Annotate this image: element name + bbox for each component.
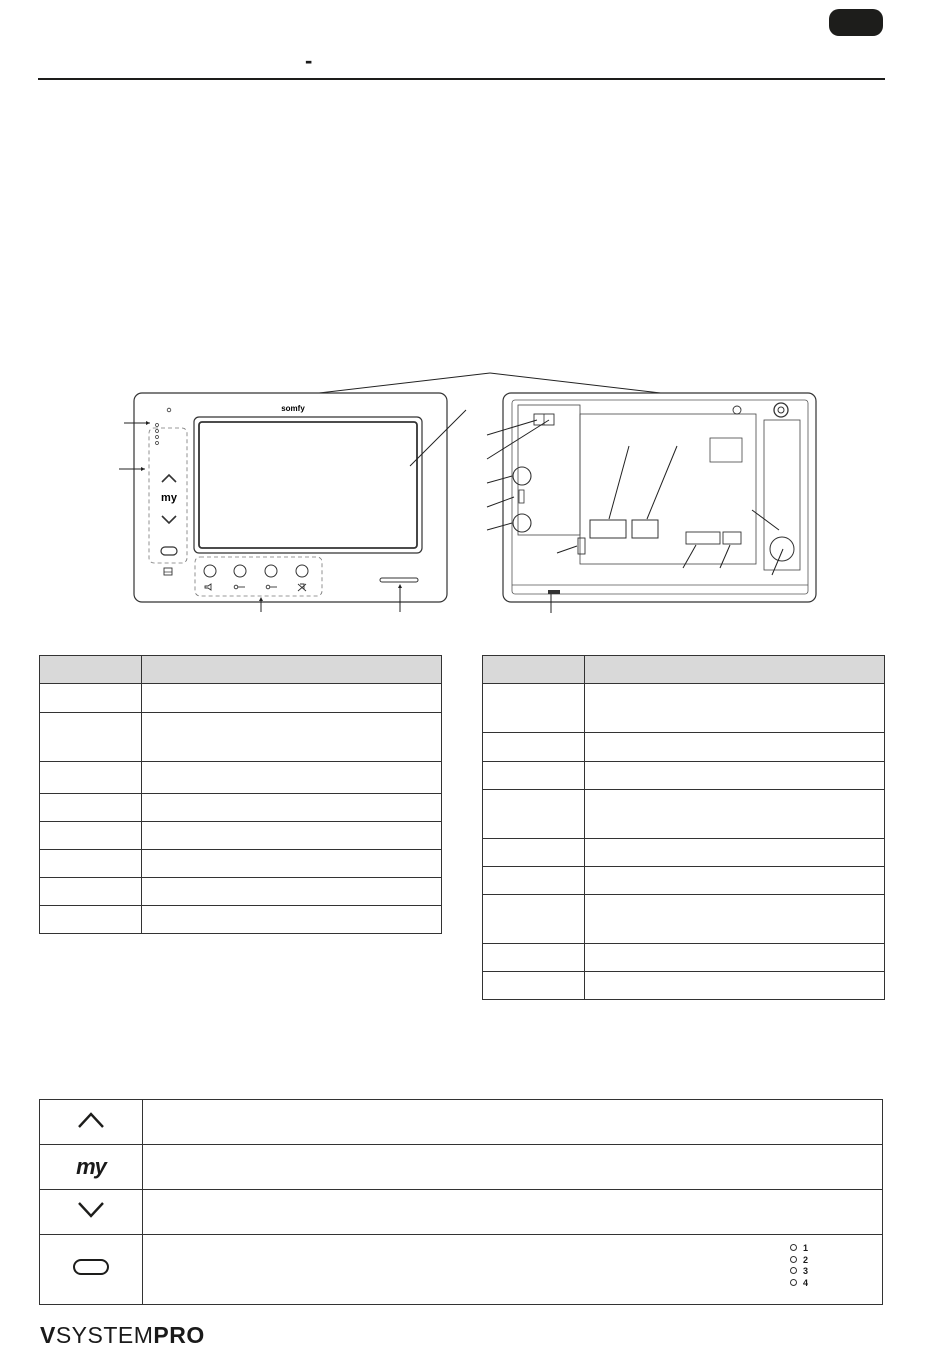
table-row <box>40 878 442 906</box>
table-row <box>40 1190 883 1235</box>
screen <box>199 422 417 548</box>
table-row <box>483 762 885 790</box>
table-row <box>483 733 885 762</box>
header-cell <box>40 656 142 684</box>
table-row <box>40 684 442 713</box>
table-row <box>483 790 885 839</box>
icon-cell <box>40 1235 143 1305</box>
table-row <box>40 850 442 878</box>
table-row <box>40 1145 883 1190</box>
table-row <box>483 684 885 733</box>
table-row <box>483 839 885 867</box>
brand-middle: SYSTEM <box>55 1322 154 1348</box>
title-dash: - <box>305 48 313 73</box>
table-row <box>40 713 442 762</box>
header-cell <box>585 656 885 684</box>
table-row <box>483 944 885 972</box>
table-header <box>483 656 885 684</box>
chevron-down-icon <box>76 1200 106 1220</box>
somfy-logo: somfy <box>281 404 305 413</box>
icon-cell <box>40 1100 143 1145</box>
monitor-front <box>119 393 466 612</box>
table-header <box>40 656 442 684</box>
table-row <box>483 867 885 895</box>
description-cell <box>143 1145 883 1190</box>
top-divider <box>38 78 885 80</box>
my-icon: my <box>161 492 177 504</box>
controls-table <box>39 1099 883 1305</box>
table-row <box>40 906 442 934</box>
icon-cell <box>40 1190 143 1235</box>
led-legend <box>790 1243 808 1289</box>
description-cell <box>143 1190 883 1235</box>
monitor-back <box>487 393 816 613</box>
header-cell <box>483 656 585 684</box>
language-badge <box>829 9 883 36</box>
select-button-icon <box>72 1258 110 1276</box>
led-number: 3 <box>802 1266 808 1276</box>
led-number: 2 <box>802 1254 808 1265</box>
my-icon: my <box>76 1154 106 1179</box>
header-cell <box>142 656 442 684</box>
table-row <box>40 794 442 822</box>
led-number: 1 <box>802 1243 808 1253</box>
table-row <box>483 972 885 1000</box>
back-components-table <box>482 655 885 1000</box>
table-row <box>40 1235 883 1305</box>
device-diagram <box>0 360 950 625</box>
icon-cell <box>40 1145 143 1190</box>
led-number: 4 <box>802 1277 808 1288</box>
description-cell <box>143 1235 883 1305</box>
table-row <box>40 1100 883 1145</box>
front-components-table <box>39 655 442 934</box>
description-cell <box>143 1100 883 1145</box>
brand-prefix: V <box>40 1322 56 1348</box>
chevron-up-icon <box>76 1110 106 1130</box>
table-row <box>483 895 885 944</box>
brand-suffix: PRO <box>153 1322 205 1348</box>
table-row <box>40 822 442 850</box>
table-row <box>40 762 442 794</box>
brand-logo <box>40 1322 205 1349</box>
